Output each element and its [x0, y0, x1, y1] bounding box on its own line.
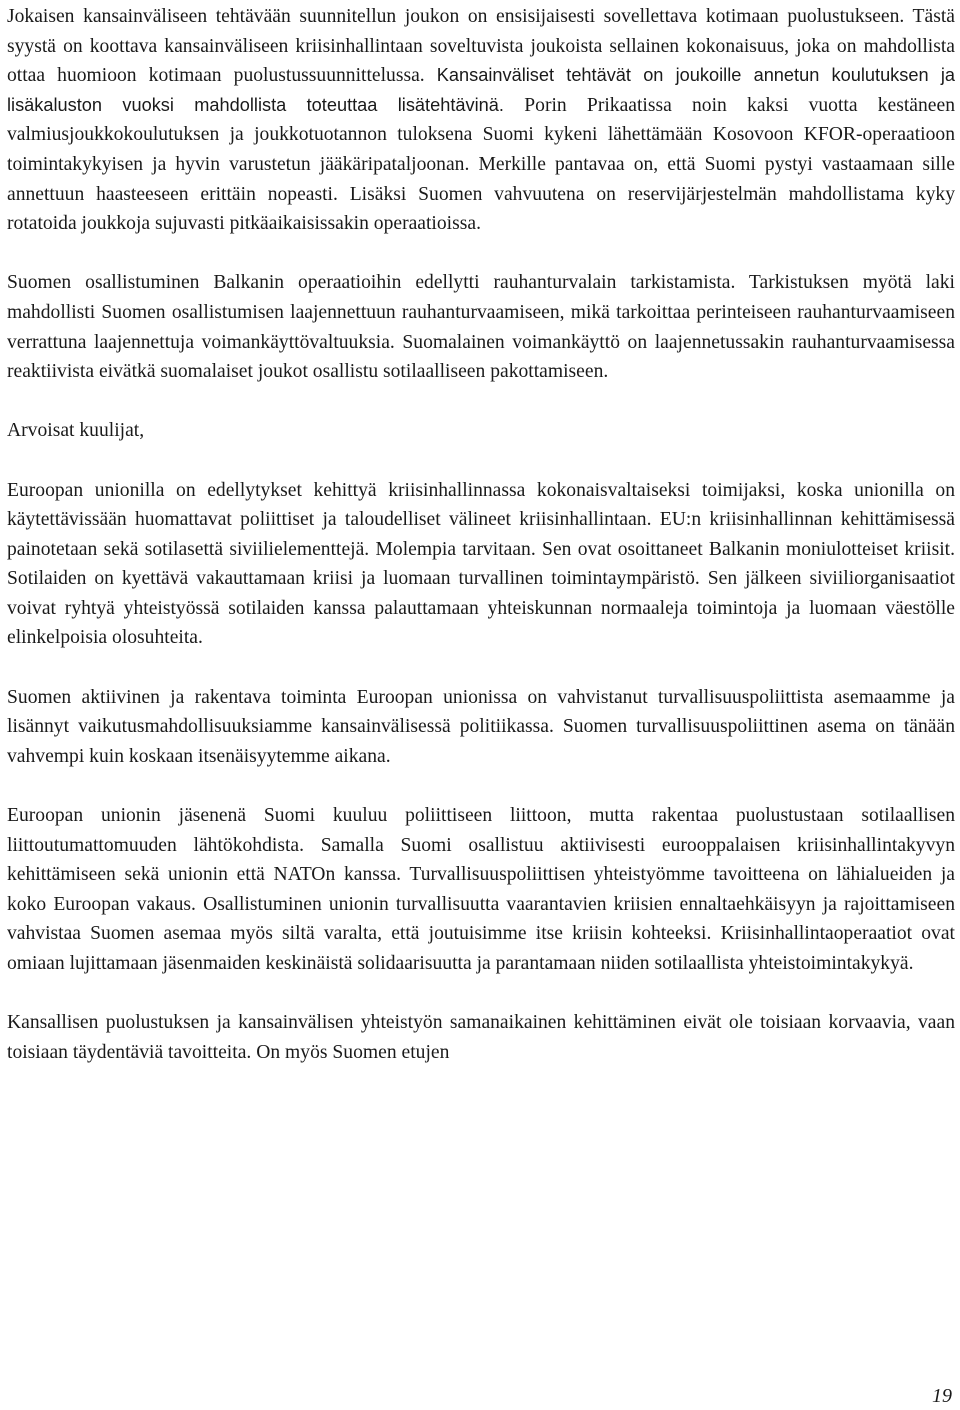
text-run: Kansainväliset tehtävät on joukoille annetun koulutuksen ja lisäkaluston vuoksi mahdollista toteuttaa lisätehtävinä.	[7, 65, 955, 115]
text-run: Euroopan unionin jäsenenä Suomi kuuluu poliittiseen liittoon, mutta rakentaa puolustustaan sotilaallisen liittoutumattomuuden lähtökohdista. Samalla Suomi osallistuu aktiivisesti eurooppalaisen kriisinhallintakyvyn kehittämiseen sekä unionin että NATOn kanssa. Turvallisuuspoliittisen yhteistyömme tavoitteena on lähialueiden ja koko Euroopan vakaus. Osallistuminen unionin turvallisuutta vaarantavien kriisien ennaltaehkäisyyn ja rajoittamiseen vahvistaa Suomen asemaa myös siltä varalta, että joutuisimme itse kriisin kohteeksi. Kriisinhallintaoperaatiot ovat omiaan lujittamaan jäsenmaiden keskinäistä solidaarisuutta ja parantamaan niiden sotilaallista yhteistoimintakykyä.	[7, 805, 955, 974]
paragraph-eu-membership	[7, 801, 955, 979]
paragraph-balkan-operations	[7, 268, 955, 386]
text-run: Arvoisat kuulijat,	[7, 420, 145, 442]
text-run: Suomen aktiivinen ja rakentava toiminta Euroopan unionissa on vahvistanut turvallisuuspoliittista asemaamme ja lisännyt vaikutusmahdollisuuksiamme kansainvälisessä politiikassa. Suomen turvallisuuspoliittinen asema on tänään vahvempi kuin koskaan itsenäisyytemme aikana.	[7, 686, 955, 767]
text-run: Suomen osallistuminen Balkanin operaatioihin edellytti rauhanturvalain tarkistamista. Tarkistuksen myötä laki mahdollisti Suomen osallistumisen laajennettuun rauhanturvaamiseen, mikä tarkoittaa perinteiseen rauhanturvaamiseen verrattuna laajennettuja voimankäyttövaltuuksia. Suomalainen voimankäyttö on laajennetussakin rauhanturvaamisessa reaktiivista eivätkä suomalaiset joukot osallistu sotilaalliseen pakottamiseen.	[7, 272, 955, 383]
paragraph-eu-crisis-management	[7, 476, 955, 654]
document-body	[7, 2, 955, 1067]
paragraph-international-tasks	[7, 2, 955, 239]
text-run: Kansallisen puolustuksen ja kansainvälisen yhteistyön samanaikainen kehittäminen eivät ole toisiaan korvaavia, vaan toisiaan täydentäviä tavoitteita. On myös Suomen etujen	[7, 1012, 955, 1063]
text-run: Euroopan unionilla on edellytykset kehittyä kriisinhallinnassa kokonaisvaltaiseksi toimijaksi, koska unionilla on käytettävissään huomattavat poliittiset ja taloudelliset välineet kriisinhallintaan. EU:n kriisinhallinnan kehittämisessä painotetaan sekä sotilasettä siviilielementtejä. Molempia tarvitaan. Sen ovat osoittaneet Balkanin moniulotteiset kriisit. Sotilaiden on kyettävä vakauttamaan kriisi ja luomaan turvallinen toimintaympäristö. Sen jälkeen siviiliorganisaatiot voivat ryhtyä yhteistyössä sotilaiden kanssa palauttamaan yhteiskunnan normaaleja toimintoja ja luomaan väestölle elinkelpoisia olosuhteita.	[7, 479, 955, 649]
paragraph-national-defence	[7, 1008, 955, 1067]
text-run: Porin Prikaatissa noin kaksi vuotta kestäneen valmiusjoukkokoulutuksen ja joukkotuotannon tuloksena Suomi kykeni lähettämään Kosovoon KFOR-operaatioon toimintakykyisen ja hyvin varustetun jääkäripataljoonan. Merkille pantavaa on, että Suomi pystyi vastaamaan sille annettuun haasteeseen erittäin nopeasti. Lisäksi Suomen vahvuutena on reservijärjestelmän mahdollistama kyky rotatoida joukkoja sujuvasti pitkäaikaisissakin operaatioissa.	[7, 94, 955, 235]
paragraph-security-position	[7, 683, 955, 772]
page-number: 19	[932, 1385, 952, 1407]
paragraph-salutation	[7, 416, 955, 446]
text-run: Jokaisen kansainväliseen tehtävään suunnitellun joukon on ensisijaisesti sovellettava kotimaan puolustukseen. Tästä syystä on koottava kansainväliseen kriisinhallintaan soveltuvista joukoista sellainen kokonaisuus, joka on mahdollista ottaa huomioon kotimaan puolustussuunnittelussa.	[7, 6, 955, 87]
